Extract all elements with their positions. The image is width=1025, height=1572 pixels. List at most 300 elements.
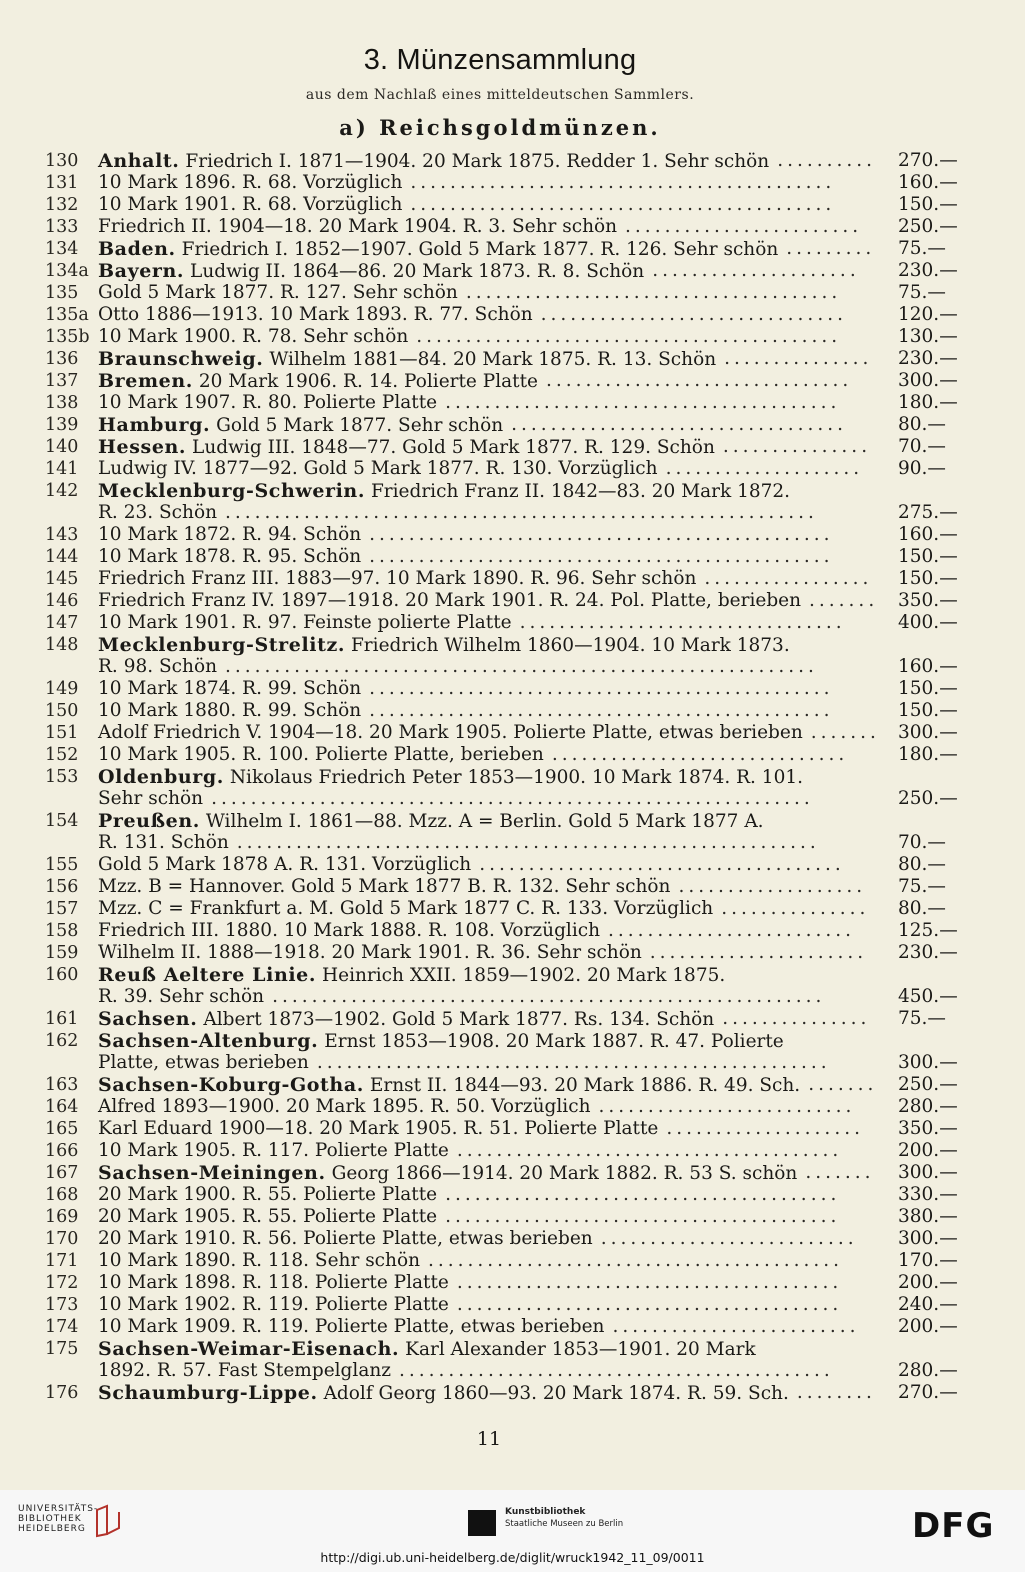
footer-bar xyxy=(0,1490,1025,1572)
lot-text: 10 Mark 1907. R. 80. Polierte Platte xyxy=(98,392,438,413)
leader-dots: ............................... xyxy=(545,370,853,391)
lot-text: 20 Mark 1910. R. 56. Polierte Platte, etwas berieben xyxy=(98,1228,593,1249)
lot-number: 176 xyxy=(45,1383,79,1403)
lot-number: 149 xyxy=(45,679,79,699)
lot-number: 150 xyxy=(45,701,79,721)
leader-dots: ........................................... xyxy=(410,172,836,193)
lot-description xyxy=(98,634,790,657)
lot-description xyxy=(98,612,512,634)
lot-number: 132 xyxy=(45,195,79,215)
lot-description xyxy=(98,282,458,304)
lot-description xyxy=(98,326,408,348)
lot-number: 135 xyxy=(45,283,79,303)
lot-description xyxy=(98,1140,449,1162)
leader-dots: ............................................................ xyxy=(225,502,818,523)
leader-dots: ........................................ xyxy=(445,392,841,413)
lot-row xyxy=(0,392,1025,414)
lot-row xyxy=(0,986,1025,1008)
lot-number: 146 xyxy=(45,591,79,611)
lot-price: 150.— xyxy=(898,546,958,567)
lot-number: 159 xyxy=(45,943,79,963)
dfg-logo[interactable]: DFG xyxy=(912,1506,995,1546)
lot-description xyxy=(98,502,217,524)
lot-text: 10 Mark 1905. R. 100. Polierte Platte, berieben xyxy=(98,744,544,765)
lot-price: 70.— xyxy=(898,436,946,457)
leader-dots: .......... xyxy=(777,150,877,171)
lot-text: Wilhelm 1881—84. 20 Mark 1875. R. 13. Schön xyxy=(269,349,717,370)
lot-description xyxy=(98,568,696,590)
lot-price: 300.— xyxy=(898,370,958,391)
lot-number: 172 xyxy=(45,1273,79,1293)
lot-description xyxy=(98,700,361,722)
lot-price: 200.— xyxy=(898,1272,958,1293)
lot-price: 120.— xyxy=(898,304,958,325)
lot-row xyxy=(0,1052,1025,1074)
lot-description xyxy=(98,942,642,964)
lot-number: 173 xyxy=(45,1295,79,1315)
lot-text: R. 39. Sehr schön xyxy=(98,986,265,1007)
lot-price: 200.— xyxy=(898,1140,958,1161)
lot-description xyxy=(98,458,658,480)
lot-text: Ludwig III. 1848—77. Gold 5 Mark 1877. R. 129. Schön xyxy=(192,437,715,458)
leader-dots: ....... xyxy=(810,722,880,743)
lot-row xyxy=(0,590,1025,612)
kunstbibliothek-logo-icon xyxy=(468,1510,496,1536)
lot-row xyxy=(0,612,1025,634)
lot-text: 10 Mark 1880. R. 99. Schön xyxy=(98,700,362,721)
lot-description xyxy=(98,172,402,194)
lot-description xyxy=(98,1206,437,1228)
leader-dots: .............................. xyxy=(551,744,849,765)
lot-number: 134 xyxy=(45,239,79,259)
state-heading: Braunschweig. xyxy=(98,348,264,370)
lot-number: 145 xyxy=(45,569,79,589)
lot-description xyxy=(98,1008,714,1031)
lot-text: Platte, etwas berieben xyxy=(98,1052,309,1073)
lot-text: Gold 5 Mark 1877. Sehr schön xyxy=(216,415,504,436)
lot-row xyxy=(0,282,1025,304)
leader-dots: ............................................................. xyxy=(211,788,814,809)
lot-number: 168 xyxy=(45,1185,79,1205)
lot-text: Albert 1873—1902. Gold 5 Mark 1877. Rs. 134. Schön xyxy=(203,1009,715,1030)
lot-description xyxy=(98,1316,604,1338)
lot-row xyxy=(0,348,1025,370)
lot-text: 10 Mark 1898. R. 118. Polierte Platte xyxy=(98,1272,449,1293)
lot-description xyxy=(98,304,533,326)
state-heading: Reuß Aeltere Linie. xyxy=(98,964,317,986)
lot-description xyxy=(98,876,670,898)
leader-dots: .................................................... xyxy=(316,1052,831,1073)
lot-number: 170 xyxy=(45,1229,79,1249)
leader-dots: .................... xyxy=(665,458,864,479)
lot-row xyxy=(0,172,1025,194)
lot-description xyxy=(98,436,715,459)
lot-row xyxy=(0,304,1025,326)
leader-dots: .......................................... xyxy=(428,1250,844,1271)
lot-text: R. 23. Schön xyxy=(98,502,217,523)
lot-price: 80.— xyxy=(898,414,946,435)
lot-price: 250.— xyxy=(898,788,958,809)
lot-number: 142 xyxy=(45,481,79,501)
lot-number: 138 xyxy=(45,393,79,413)
lot-price: 240.— xyxy=(898,1294,958,1315)
lot-text: Karl Eduard 1900—18. 20 Mark 1905. R. 51. Polierte Platte xyxy=(98,1118,659,1139)
lot-row xyxy=(0,502,1025,524)
leader-dots: .................................. xyxy=(511,414,848,435)
lot-row xyxy=(0,150,1025,172)
lot-row xyxy=(0,788,1025,810)
lot-price: 270.— xyxy=(898,150,958,171)
leader-dots: .......................... xyxy=(598,1096,856,1117)
leader-dots: ..................... xyxy=(652,260,860,281)
lot-row xyxy=(0,458,1025,480)
lot-text: Georg 1866—1914. 20 Mark 1882. R. 53 S. schön xyxy=(331,1163,798,1184)
lot-text: 20 Mark 1905. R. 55. Polierte Platte xyxy=(98,1206,438,1227)
leader-dots: ....................................... xyxy=(456,1294,843,1315)
lot-row xyxy=(0,524,1025,546)
lot-description xyxy=(98,1294,449,1316)
lot-text: Adolf Georg 1860—93. 20 Mark 1874. R. 59. Sch. xyxy=(323,1383,789,1404)
lot-text: 10 Mark 1872. R. 94. Schön xyxy=(98,524,362,545)
lot-row xyxy=(0,1228,1025,1250)
lot-row xyxy=(0,414,1025,436)
lot-text: 10 Mark 1902. R. 119. Polierte Platte xyxy=(98,1294,449,1315)
lot-price: 250.— xyxy=(898,1074,958,1095)
lot-text: Mzz. B = Hannover. Gold 5 Mark 1877 B. R. 132. Sehr schön xyxy=(98,876,671,897)
state-heading: Mecklenburg-Schwerin. xyxy=(98,480,366,502)
lot-description xyxy=(98,810,764,833)
lot-price: 250.— xyxy=(898,216,958,237)
lot-description xyxy=(98,722,803,744)
lot-list xyxy=(0,150,1025,1404)
lot-row xyxy=(0,1360,1025,1382)
lot-description xyxy=(98,766,803,789)
logo-line: HEIDELBERG xyxy=(18,1524,86,1534)
lot-description xyxy=(98,238,778,261)
leader-dots: ...................... xyxy=(649,942,868,963)
leader-dots: ........................................................... xyxy=(236,832,820,853)
lot-row xyxy=(0,194,1025,216)
lot-row xyxy=(0,1338,1025,1360)
lot-price: 180.— xyxy=(898,744,958,765)
lot-price: 300.— xyxy=(898,1162,958,1183)
lot-row xyxy=(0,546,1025,568)
leader-dots: ........................................ xyxy=(445,1184,841,1205)
leader-dots: ............................................... xyxy=(369,700,834,721)
state-heading: Oldenburg. xyxy=(98,766,224,788)
lot-row xyxy=(0,898,1025,920)
lot-row xyxy=(0,568,1025,590)
state-heading: Schaumburg-Lippe. xyxy=(98,1382,318,1404)
lot-number: 163 xyxy=(45,1075,79,1095)
lot-number: 161 xyxy=(45,1009,79,1029)
leader-dots: ........................................... xyxy=(416,326,842,347)
lot-text: Friedrich Franz II. 1842—83. 20 Mark 1872. xyxy=(370,481,791,502)
lot-row xyxy=(0,942,1025,964)
leader-dots: ............................................... xyxy=(369,546,834,567)
lot-number: 156 xyxy=(45,877,79,897)
lot-description xyxy=(98,1052,309,1074)
lot-number: 164 xyxy=(45,1097,79,1117)
lot-row xyxy=(0,832,1025,854)
lot-description xyxy=(98,194,402,216)
state-heading: Sachsen-Koburg-Gotha. xyxy=(98,1074,364,1096)
lot-description xyxy=(98,1360,391,1382)
lot-text: 10 Mark 1901. R. 97. Feinste polierte Platte xyxy=(98,612,512,633)
lot-description xyxy=(98,546,361,568)
lot-number: 136 xyxy=(45,349,79,369)
lot-price: 75.— xyxy=(898,876,946,897)
lot-row xyxy=(0,1140,1025,1162)
leader-dots: ........................................... xyxy=(410,194,836,215)
lot-text: 10 Mark 1901. R. 68. Vorzüglich xyxy=(98,194,403,215)
lot-number: 131 xyxy=(45,173,79,193)
lot-row xyxy=(0,480,1025,502)
lot-text: 10 Mark 1909. R. 119. Polierte Platte, etwas berieben xyxy=(98,1316,605,1337)
lot-price: 230.— xyxy=(898,942,958,963)
lot-row xyxy=(0,260,1025,282)
lot-price: 80.— xyxy=(898,898,946,919)
heidelberg-library-logo[interactable] xyxy=(18,1504,98,1534)
lot-number: 140 xyxy=(45,437,79,457)
heidelberg-logo-icon xyxy=(93,1504,123,1540)
lot-description xyxy=(98,480,790,503)
lot-row xyxy=(0,678,1025,700)
lot-number: 155 xyxy=(45,855,79,875)
lot-row xyxy=(0,1316,1025,1338)
lot-price: 230.— xyxy=(898,348,958,369)
lot-number: 133 xyxy=(45,217,79,237)
lot-description xyxy=(98,898,713,920)
lot-price: 330.— xyxy=(898,1184,958,1205)
logo-line: BIBLIOTHEK xyxy=(18,1514,82,1524)
lot-row xyxy=(0,370,1025,392)
lot-number: 169 xyxy=(45,1207,79,1227)
leader-dots: ............................................ xyxy=(399,1360,834,1381)
state-heading: Hamburg. xyxy=(98,414,211,436)
lot-row xyxy=(0,1272,1025,1294)
lot-text: 10 Mark 1900. R. 78. Sehr schön xyxy=(98,326,409,347)
lot-number: 143 xyxy=(45,525,79,545)
lot-text: Ernst II. 1844—93. 20 Mark 1886. R. 49. Sch. xyxy=(369,1075,801,1096)
lot-price: 380.— xyxy=(898,1206,958,1227)
lot-description xyxy=(98,920,600,942)
page-number: 11 xyxy=(476,1428,502,1450)
lot-price: 150.— xyxy=(898,678,958,699)
lot-row xyxy=(0,854,1025,876)
lot-description xyxy=(98,1228,593,1250)
lot-description xyxy=(98,370,538,393)
lot-number: 152 xyxy=(45,745,79,765)
lot-price: 300.— xyxy=(898,1228,958,1249)
lot-price: 130.— xyxy=(898,326,958,347)
leader-dots: ............................................... xyxy=(369,524,834,545)
leader-dots: ............... xyxy=(721,898,870,919)
leader-dots: ........ xyxy=(796,1382,876,1403)
lot-price: 280.— xyxy=(898,1360,958,1381)
lot-description xyxy=(98,656,217,678)
lot-number: 166 xyxy=(45,1141,79,1161)
lot-price: 160.— xyxy=(898,172,958,193)
leader-dots: ......... xyxy=(786,238,876,259)
lot-number: 141 xyxy=(45,459,79,479)
lot-text: Friedrich Wilhelm 1860—1904. 10 Mark 1873. xyxy=(350,635,790,656)
source-url[interactable]: http://digi.ub.uni-heidelberg.de/diglit/wruck1942_11_09/0011 xyxy=(320,1550,705,1565)
lot-description xyxy=(98,150,769,173)
lot-description xyxy=(98,1184,437,1206)
lot-description xyxy=(98,414,503,437)
lot-text: Alfred 1893—1900. 20 Mark 1895. R. 50. Vorzüglich xyxy=(98,1096,591,1117)
lot-text: Wilhelm I. 1861—88. Mzz. A = Berlin. Gold 5 Mark 1877 A. xyxy=(205,811,764,832)
lot-description xyxy=(98,1272,449,1294)
lot-text: Friedrich I. 1871—1904. 20 Mark 1875. Redder 1. Sehr schön xyxy=(185,151,770,172)
lot-description xyxy=(98,348,716,371)
lot-description xyxy=(98,216,617,238)
lot-number: 158 xyxy=(45,921,79,941)
section-heading: a) Reichsgoldmünzen. xyxy=(339,115,661,140)
lot-price: 350.— xyxy=(898,1118,958,1139)
lot-price: 200.— xyxy=(898,1316,958,1337)
lot-number: 137 xyxy=(45,371,79,391)
lot-number: 162 xyxy=(45,1031,79,1051)
lot-price: 450.— xyxy=(898,986,958,1007)
lot-text: Friedrich I. 1852—1907. Gold 5 Mark 1877. R. 126. Sehr schön xyxy=(181,239,779,260)
leader-dots: ................... xyxy=(678,876,867,897)
logo-line: UNIVERSITÄTS- xyxy=(18,1504,99,1514)
lot-price: 300.— xyxy=(898,1052,958,1073)
lot-price: 160.— xyxy=(898,656,958,677)
leader-dots: ..................................... xyxy=(479,854,845,875)
leader-dots: ....... xyxy=(805,1162,875,1183)
lot-description xyxy=(98,1074,800,1097)
lot-price: 270.— xyxy=(898,1382,958,1403)
lot-description xyxy=(98,964,725,987)
lot-number: 157 xyxy=(45,899,79,919)
leader-dots: ....... xyxy=(809,590,879,611)
state-heading: Sachsen-Weimar-Eisenach. xyxy=(98,1338,400,1360)
lot-text: Friedrich Franz III. 1883—97. 10 Mark 1890. R. 96. Sehr schön xyxy=(98,568,697,589)
lot-text: 10 Mark 1878. R. 95. Schön xyxy=(98,546,362,567)
leader-dots: ....... xyxy=(808,1074,878,1095)
lot-text: 10 Mark 1874. R. 99. Schön xyxy=(98,678,362,699)
lot-number: 134a xyxy=(45,261,89,281)
lot-description xyxy=(98,832,229,854)
state-heading: Sachsen. xyxy=(98,1008,198,1030)
lot-text: Karl Alexander 1853—1901. 20 Mark xyxy=(405,1339,756,1360)
state-heading: Sachsen-Altenburg. xyxy=(98,1030,319,1052)
lot-row xyxy=(0,810,1025,832)
lot-text: 1892. R. 57. Fast Stempelglanz xyxy=(98,1360,392,1381)
lot-text: Heinrich XXII. 1859—1902. 20 Mark 1875. xyxy=(321,965,726,986)
lot-price: 90.— xyxy=(898,458,946,479)
lot-row xyxy=(0,656,1025,678)
lot-text: Friedrich III. 1880. 10 Mark 1888. R. 108. Vorzüglich xyxy=(98,920,601,941)
leader-dots: ............................................... xyxy=(369,678,834,699)
lot-description xyxy=(98,1118,658,1140)
leader-dots: ............... xyxy=(724,348,873,369)
lot-row xyxy=(0,238,1025,260)
leader-dots: ................................. xyxy=(519,612,846,633)
lot-row xyxy=(0,876,1025,898)
leader-dots: ......................... xyxy=(612,1316,860,1337)
lot-row xyxy=(0,634,1025,656)
lot-description xyxy=(98,1162,797,1185)
leader-dots: ............................................................ xyxy=(225,656,818,677)
lot-description xyxy=(98,788,203,810)
leader-dots: ............................... xyxy=(540,304,847,325)
leader-dots: ...................................... xyxy=(465,282,842,303)
lot-row xyxy=(0,216,1025,238)
lot-row xyxy=(0,1206,1025,1228)
state-heading: Baden. xyxy=(98,238,176,260)
lot-price: 125.— xyxy=(898,920,958,941)
lot-text: Otto 1886—1913. 10 Mark 1893. R. 77. Schön xyxy=(98,304,533,325)
leader-dots: ......................... xyxy=(608,920,856,941)
lot-description xyxy=(98,986,264,1008)
lot-description xyxy=(98,524,361,546)
lot-row xyxy=(0,920,1025,942)
leader-dots: .................... xyxy=(666,1118,864,1139)
lot-row xyxy=(0,1250,1025,1272)
lot-text: Adolf Friedrich V. 1904—18. 20 Mark 1905. Polierte Platte, etwas berieben xyxy=(98,722,803,743)
lot-text: Gold 5 Mark 1878 A. R. 131. Vorzüglich xyxy=(98,854,472,875)
lot-text: Mzz. C = Frankfurt a. M. Gold 5 Mark 1877 C. R. 133. Vorzüglich xyxy=(98,898,714,919)
lot-number: 171 xyxy=(45,1251,79,1271)
state-heading: Hessen. xyxy=(98,436,187,458)
kb-title: Kunstbibliothek xyxy=(505,1507,586,1517)
lot-number: 135a xyxy=(45,305,89,325)
lot-description xyxy=(98,744,544,766)
lot-row xyxy=(0,436,1025,458)
leader-dots: ........................ xyxy=(625,216,863,237)
lot-price: 275.— xyxy=(898,502,958,523)
leader-dots: .......................... xyxy=(600,1228,858,1249)
lot-row xyxy=(0,744,1025,766)
lot-price: 400.— xyxy=(898,612,958,633)
leader-dots: ....................................... xyxy=(456,1140,843,1161)
lot-price: 75.— xyxy=(898,238,946,259)
lot-number: 165 xyxy=(45,1119,79,1139)
lot-price: 150.— xyxy=(898,568,958,589)
lot-price: 150.— xyxy=(898,700,958,721)
lot-price: 75.— xyxy=(898,282,946,303)
lot-description xyxy=(98,1030,784,1053)
lot-row xyxy=(0,326,1025,348)
lot-number: 135b xyxy=(45,327,90,347)
lot-text: 10 Mark 1896. R. 68. Vorzüglich xyxy=(98,172,403,193)
lot-number: 175 xyxy=(45,1339,79,1359)
page-subtitle: aus dem Nachlaß eines mitteldeutschen Sammlers. xyxy=(305,87,695,103)
lot-row xyxy=(0,1008,1025,1030)
lot-text: Ludwig II. 1864—86. 20 Mark 1873. R. 8. Schön xyxy=(190,261,645,282)
lot-number: 139 xyxy=(45,415,79,435)
page-title: 3. Münzensammlung xyxy=(363,44,637,76)
lot-description xyxy=(98,1096,590,1118)
lot-text: Friedrich II. 1904—18. 20 Mark 1904. R. 3. Sehr schön xyxy=(98,216,618,237)
lot-text: Nikolaus Friedrich Peter 1853—1900. 10 Mark 1874. R. 101. xyxy=(229,767,803,788)
lot-text: Friedrich Franz IV. 1897—1918. 20 Mark 1901. R. 24. Pol. Platte, berieben xyxy=(98,590,802,611)
lot-description xyxy=(98,1382,789,1405)
lot-text: R. 131. Schön xyxy=(98,832,229,853)
lot-price: 280.— xyxy=(898,1096,958,1117)
lot-text: 20 Mark 1906. R. 14. Polierte Platte xyxy=(198,371,538,392)
lot-text: Ludwig IV. 1877—92. Gold 5 Mark 1877. R. 130. Vorzüglich xyxy=(98,458,658,479)
state-heading: Bayern. xyxy=(98,260,185,282)
lot-text: Gold 5 Mark 1877. R. 127. Sehr schön xyxy=(98,282,458,303)
kunstbibliothek-label[interactable] xyxy=(505,1506,623,1530)
lot-number: 147 xyxy=(45,613,79,633)
lot-text: 10 Mark 1890. R. 118. Sehr schön xyxy=(98,1250,421,1271)
